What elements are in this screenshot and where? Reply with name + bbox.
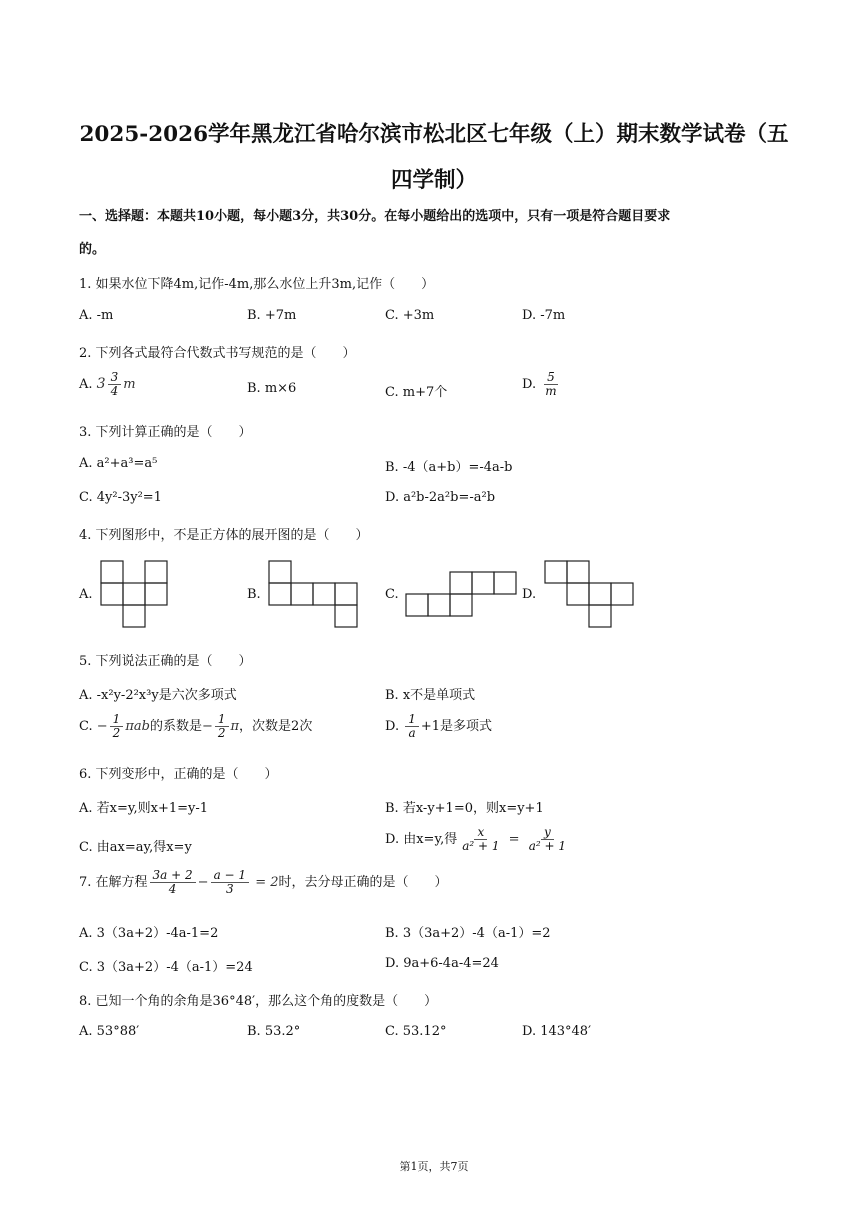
q8-option-d: D. 143°48′ [522, 1024, 592, 1039]
q7-fraction-1 [150, 869, 196, 896]
q7-option-c: C. 3（3a+2）-4（a-1）=24 [79, 960, 253, 975]
q2-d-num: 5 [544, 371, 558, 385]
question-6-stem: 6. 下列变形中，正确的是（ ） [79, 767, 278, 782]
q2-a-den: 4 [110, 384, 119, 398]
question-5-stem: 5. 下列说法正确的是（ ） [79, 654, 252, 669]
q5-c-pi: π [230, 719, 240, 734]
q2-a-fraction [108, 371, 122, 398]
q6-d-equals: = [508, 832, 520, 847]
section-heading [79, 200, 799, 266]
q7-stem-pre: 7. 在解方程 [79, 875, 148, 890]
q7-option-a: A. 3（3a+2）-4a-1=2 [79, 926, 219, 941]
q3-option-b: B. -4（a+b）=-4a-b [385, 460, 513, 475]
q7-minus: − [197, 875, 209, 890]
q7-stem-post: 时，去分母正确的是（ ） [278, 875, 448, 890]
question-3-stem: 3. 下列计算正确的是（ ） [79, 425, 252, 440]
q2-a-num: 3 [108, 371, 122, 385]
q6-option-c: C. 由ax=ay,得x=y [79, 840, 192, 855]
q5-c-half2-den: 2 [217, 726, 226, 740]
q1-option-c: C. +3m [385, 308, 435, 323]
question-4-stem: 4. 下列图形中，不是正方体的展开图的是（ ） [79, 528, 369, 543]
q5-c-half2-num: 1 [215, 713, 229, 727]
q5-d-fraction [405, 713, 419, 740]
q6-option-d [385, 826, 571, 853]
q7-rhs: = 2 [255, 875, 279, 890]
q5-option-c [79, 713, 312, 740]
q7-d2: 3 [225, 882, 234, 896]
section-line-2: 的。 [79, 242, 106, 257]
q3-option-d: D. a²b-2a²b=-a²b [385, 490, 496, 505]
question-7-stem [79, 869, 448, 896]
q5-c-half-2 [215, 713, 229, 740]
q3-option-c: C. 4y²-3y²=1 [79, 490, 162, 505]
q5-c-minus: − [96, 719, 108, 734]
q5-d-den: a [408, 726, 416, 740]
q5-option-b: B. x不是单项式 [385, 688, 476, 703]
q5-c-half [110, 713, 124, 740]
q3-option-a: A. a²+a³=a⁵ [79, 456, 158, 471]
q4-option-b: B. [247, 587, 261, 602]
q1-option-a: A. -m [79, 308, 114, 323]
q2-a-whole: 3 [96, 376, 106, 392]
q6-d-left-num: x [474, 826, 487, 840]
q2-option-c: C. m+7个 [385, 385, 448, 400]
q5-c-var: πab [125, 719, 150, 734]
q2-option-d [522, 371, 562, 398]
net-figure-c [405, 571, 519, 619]
q7-n2: a − 1 [211, 869, 249, 883]
q6-d-right-den: a² + 1 [528, 839, 566, 853]
q2-option-a [79, 371, 136, 398]
q2-option-d-label: D. [522, 377, 537, 392]
q6-d-fraction-right [526, 826, 569, 853]
q1-option-d: D. -7m [522, 308, 566, 323]
q2-option-a-label: A. [79, 377, 93, 392]
net-figure-d [544, 560, 636, 630]
title-line-2: 四学制） [390, 168, 477, 193]
q4-option-c: C. [385, 587, 399, 602]
q7-n1: 3a + 2 [150, 869, 196, 883]
q2-d-fraction [542, 371, 559, 398]
q6-option-b: B. 若x-y+1=0，则x=y+1 [385, 801, 544, 816]
title-line-1: 2025-2026学年黑龙江省哈尔滨市松北区七年级（上）期末数学试卷（五 [79, 122, 789, 147]
q8-option-c: C. 53.12° [385, 1024, 447, 1039]
q7-option-d: D. 9a+6-4a-4=24 [385, 956, 499, 971]
q6-d-left-den: a² + 1 [462, 839, 500, 853]
q5-c-text: 的系数是 [149, 719, 202, 734]
q5-c-tail: ，次数是2次 [239, 719, 313, 734]
q5-c-minus-2: − [201, 719, 213, 734]
q5-option-c-label: C. [79, 719, 93, 734]
page-footer: 第1页，共7页 [399, 1160, 469, 1173]
question-8-stem: 8. 已知一个角的余角是36°48′，那么这个角的度数是（ ） [79, 994, 438, 1009]
q7-fraction-2 [211, 869, 249, 896]
q5-d-tail: +1是多项式 [420, 719, 493, 734]
q4-option-d: D. [522, 587, 537, 602]
q8-option-a: A. 53°88′ [79, 1024, 140, 1039]
q7-option-b: B. 3（3a+2）-4（a-1）=2 [385, 926, 551, 941]
q6-d-fraction-left [459, 826, 502, 853]
q2-a-var: m [123, 377, 136, 392]
q1-option-b: B. +7m [247, 308, 297, 323]
q4-option-a: A. [79, 587, 93, 602]
q5-option-a: A. -x²y-2²x³y是六次多项式 [79, 688, 237, 703]
q8-option-b: B. 53.2° [247, 1024, 301, 1039]
question-2-stem: 2. 下列各式最符合代数式书写规范的是（ ） [79, 346, 356, 361]
net-figure-b [268, 560, 360, 630]
question-1-stem: 1. 如果水位下降4m,记作-4m,那么水位上升3m,记作（ ） [79, 277, 435, 292]
q5-d-num: 1 [405, 713, 419, 727]
q5-c-half-num: 1 [110, 713, 124, 727]
net-figure-a [100, 560, 170, 630]
q6-option-a: A. 若x=y,则x+1=y-1 [79, 801, 209, 816]
q7-d1: 4 [168, 882, 177, 896]
page-title [60, 112, 808, 204]
q5-option-d-label: D. [385, 719, 400, 734]
q6-option-d-label: D. 由x=y,得 [385, 832, 458, 847]
q2-d-den: m [545, 384, 557, 398]
section-line-1: 一、选择题：本题共10小题，每小题3分，共30分。在每小题给出的选项中，只有一项是符合题目要求 [79, 209, 671, 224]
q6-d-right-num: y [541, 826, 554, 840]
q5-option-d [385, 713, 492, 740]
q2-option-b: B. m×6 [247, 381, 297, 396]
q5-c-half-den: 2 [112, 726, 121, 740]
